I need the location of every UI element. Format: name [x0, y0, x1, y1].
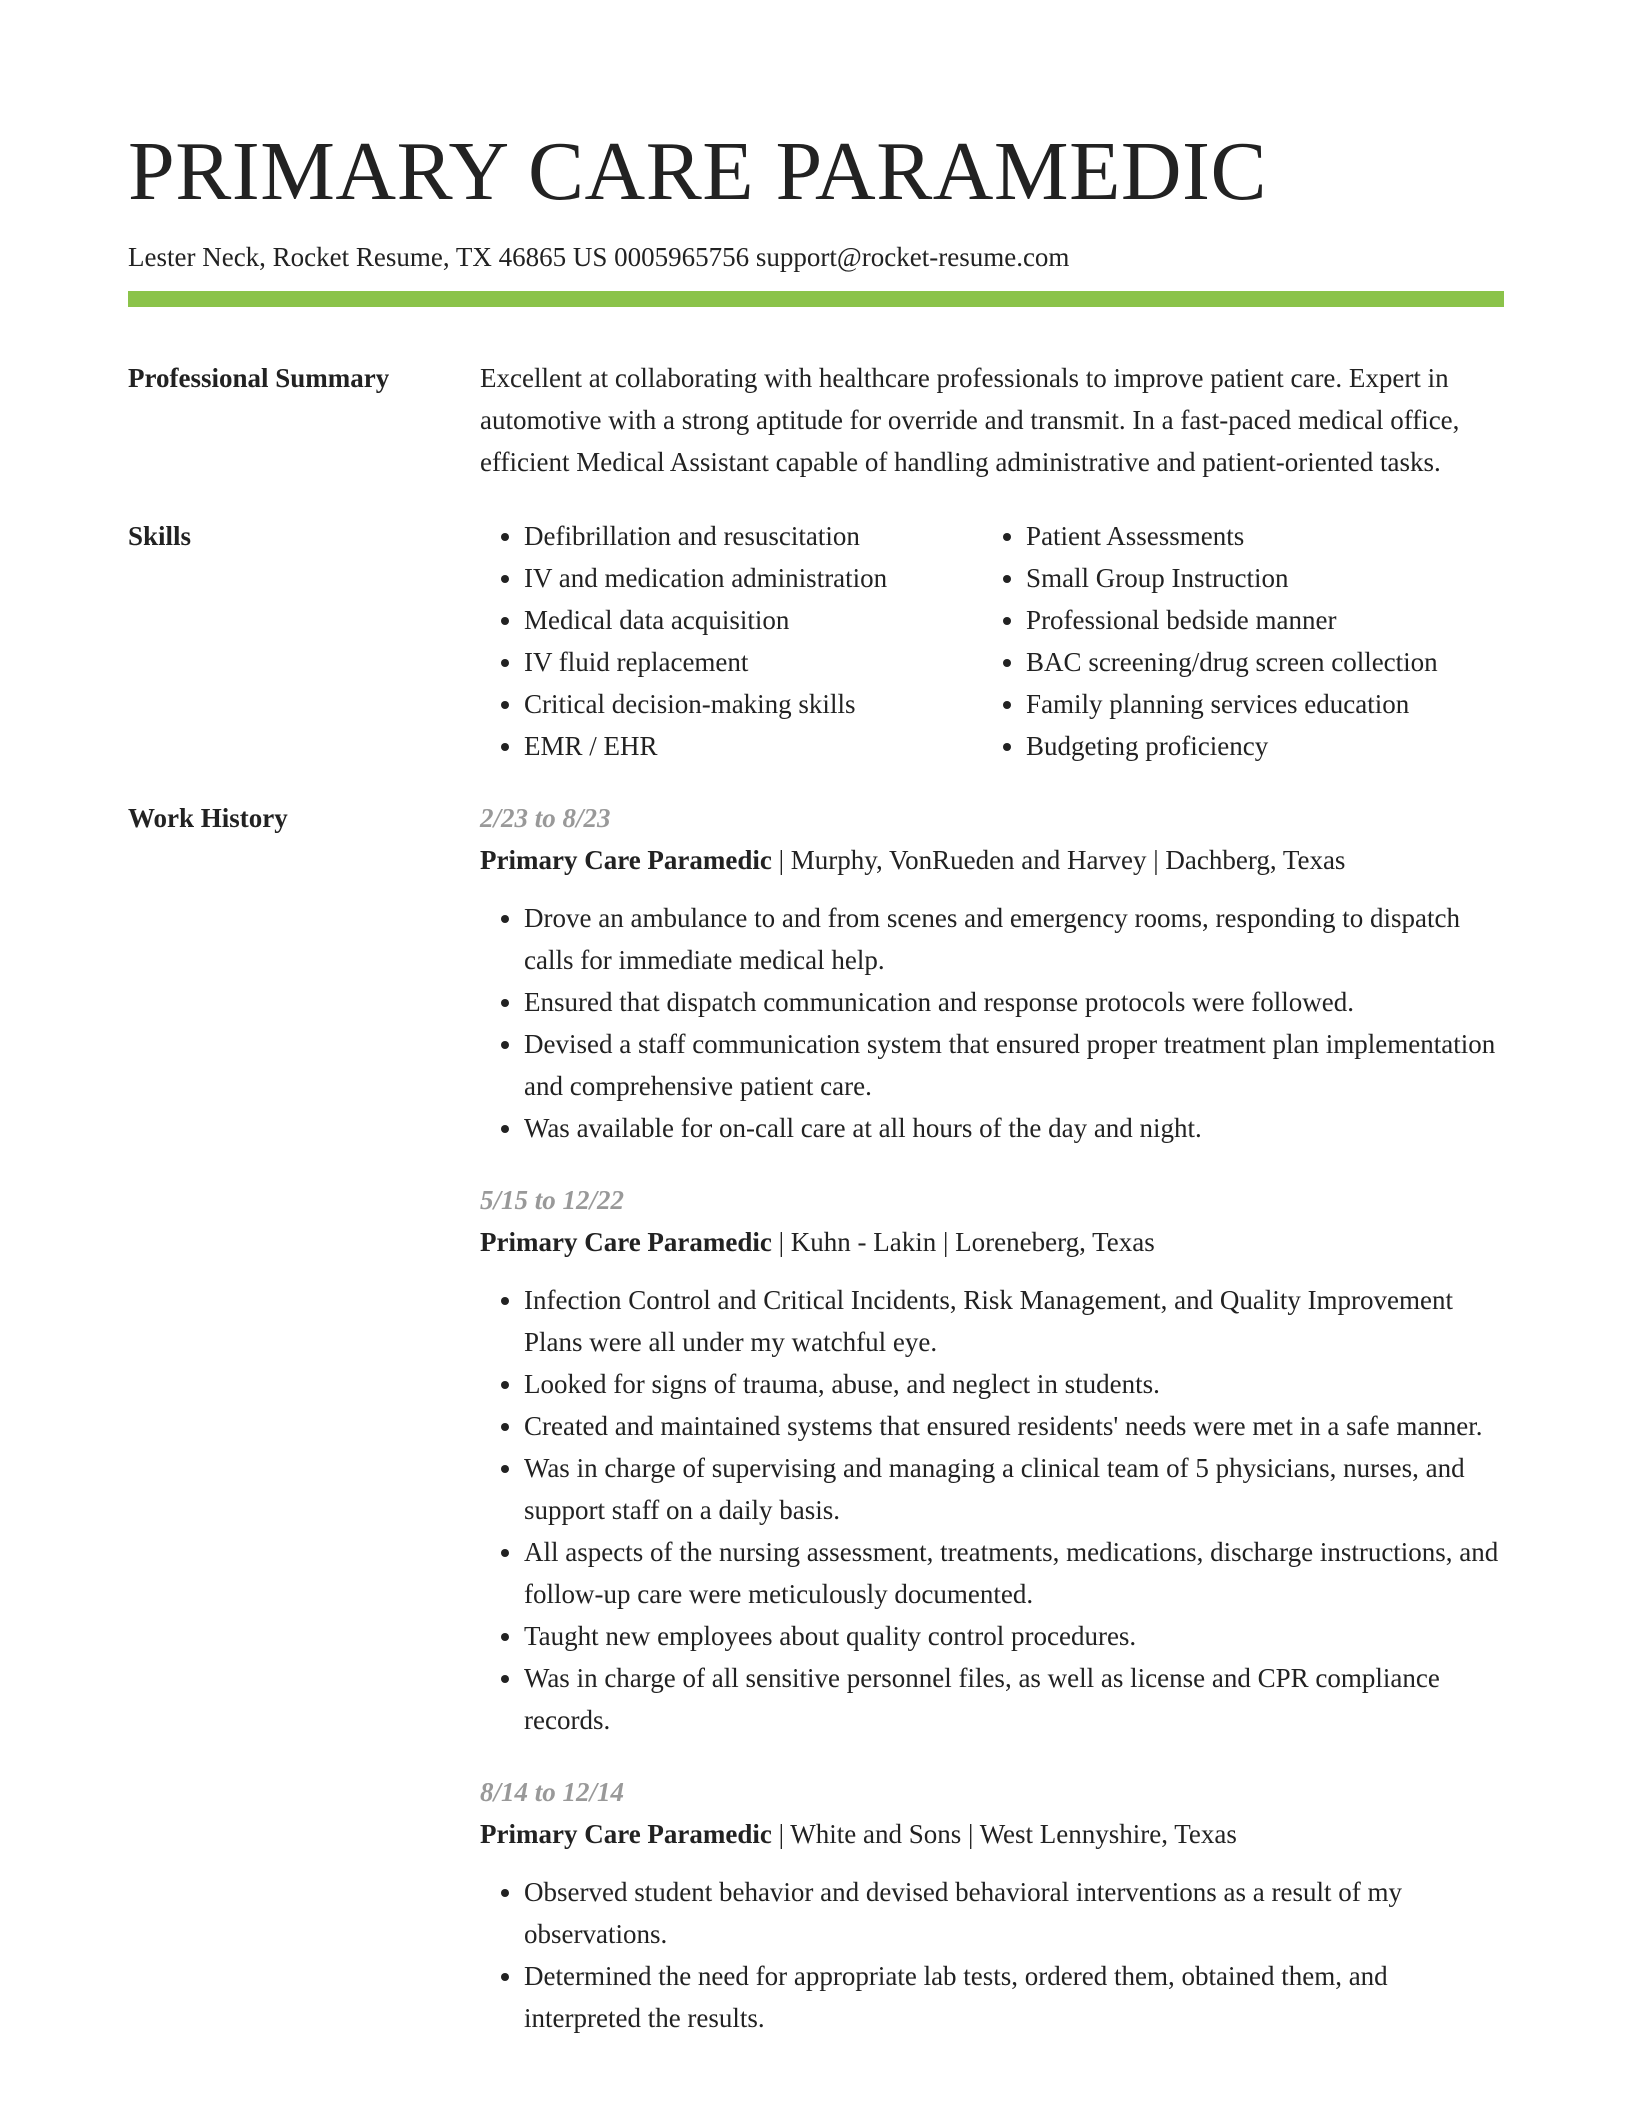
job-bullets [480, 897, 1504, 1149]
job-entry [480, 1771, 1504, 2039]
job-bullet: • Determined the need for appropriate lab tests, ordered them, obtained them, and interpreted the results. [524, 1955, 1504, 2039]
skills-list-right [982, 515, 1504, 767]
section-label: Work History [128, 803, 288, 834]
job-bullet: • Was in charge of supervising and managing a clinical team of 5 physicians, nurses, and support staff on a daily basis. [524, 1447, 1504, 1531]
job-bullet: • Drove an ambulance to and from scenes and emergency rooms, responding to dispatch calls for immediate medical help. [524, 897, 1504, 981]
skill-item: • Budgeting proficiency [1026, 725, 1504, 767]
skill-item: • Patient Assessments [1026, 515, 1504, 557]
job-employer-location: | Kuhn - Lakin | Loreneberg, Texas [771, 1227, 1155, 1258]
job-bullets [480, 1279, 1504, 1741]
skill-item: • Critical decision-making skills [524, 683, 982, 725]
job-bullet: • Looked for signs of trauma, abuse, and neglect in students. [524, 1363, 1504, 1405]
skill-item: • IV and medication administration [524, 557, 982, 599]
job-dates: 2/23 to 8/23 [480, 803, 611, 834]
job-bullet: • Ensured that dispatch communication and response protocols were followed. [524, 981, 1504, 1023]
job-bullet: • All aspects of the nursing assessment, treatments, medications, discharge instructions, and follow-up care were meticulously documented. [524, 1531, 1504, 1615]
skills-list-left [480, 515, 982, 767]
job-title: Primary Care Paramedic [480, 1819, 772, 1850]
skill-item: • EMR / EHR [524, 725, 982, 767]
job-heading [480, 1813, 1504, 1855]
summary-text: Excellent at collaborating with healthcare professionals to improve patient care. Expert in automotive with a strong aptitude for override and transmit. In a fast-paced medical office, efficient Medical Assistant capable of handling administrative and patient-oriented tasks. [480, 363, 1460, 478]
job-heading [480, 839, 1504, 881]
skill-item: • Professional bedside manner [1026, 599, 1504, 641]
skill-item: • IV fluid replacement [524, 641, 982, 683]
job-entry [480, 1179, 1504, 1741]
job-title: Primary Care Paramedic [480, 845, 772, 876]
job-bullet: • Devised a staff communication system that ensured proper treatment plan implementation and comprehensive patient care. [524, 1023, 1504, 1107]
job-bullet: • Was available for on-call care at all hours of the day and night. [524, 1107, 1504, 1149]
contact-line: Lester Neck, Rocket Resume, TX 46865 US 0005965756 support@rocket-resume.com [128, 242, 1070, 272]
job-bullet: • Taught new employees about quality control procedures. [524, 1615, 1504, 1657]
skill-item: • Medical data acquisition [524, 599, 982, 641]
skill-item: • Defibrillation and resuscitation [524, 515, 982, 557]
skills-section [128, 515, 1504, 767]
job-dates: 8/14 to 12/14 [480, 1777, 625, 1808]
professional-summary-section [128, 357, 1504, 483]
work-history-section [128, 797, 1504, 2069]
job-bullet: • Created and maintained systems that ensured residents' needs were met in a safe manner. [524, 1405, 1504, 1447]
job-title: Primary Care Paramedic [480, 1227, 772, 1258]
accent-divider [128, 291, 1504, 307]
job-employer-location: | Murphy, VonRueden and Harvey | Dachberg, Texas [771, 845, 1346, 876]
job-bullets [480, 1871, 1504, 2039]
skill-item: • BAC screening/drug screen collection [1026, 641, 1504, 683]
job-heading [480, 1221, 1504, 1263]
job-dates: 5/15 to 12/22 [480, 1185, 625, 1216]
skill-item: • Family planning services education [1026, 683, 1504, 725]
skill-item: • Small Group Instruction [1026, 557, 1504, 599]
section-label: Professional Summary [128, 363, 390, 394]
job-employer-location: | White and Sons | West Lennyshire, Texas [771, 1819, 1237, 1850]
section-label: Skills [128, 521, 192, 552]
job-entry [480, 797, 1504, 1149]
job-bullet: • Infection Control and Critical Incidents, Risk Management, and Quality Improvement Plans were all under my watchful eye. [524, 1279, 1504, 1363]
job-bullet: • Observed student behavior and devised behavioral interventions as a result of my observations. [524, 1871, 1504, 1955]
resume-title: PRIMARY CARE PARAMEDIC [128, 125, 1268, 218]
job-bullet: • Was in charge of all sensitive personnel files, as well as license and CPR compliance records. [524, 1657, 1504, 1741]
